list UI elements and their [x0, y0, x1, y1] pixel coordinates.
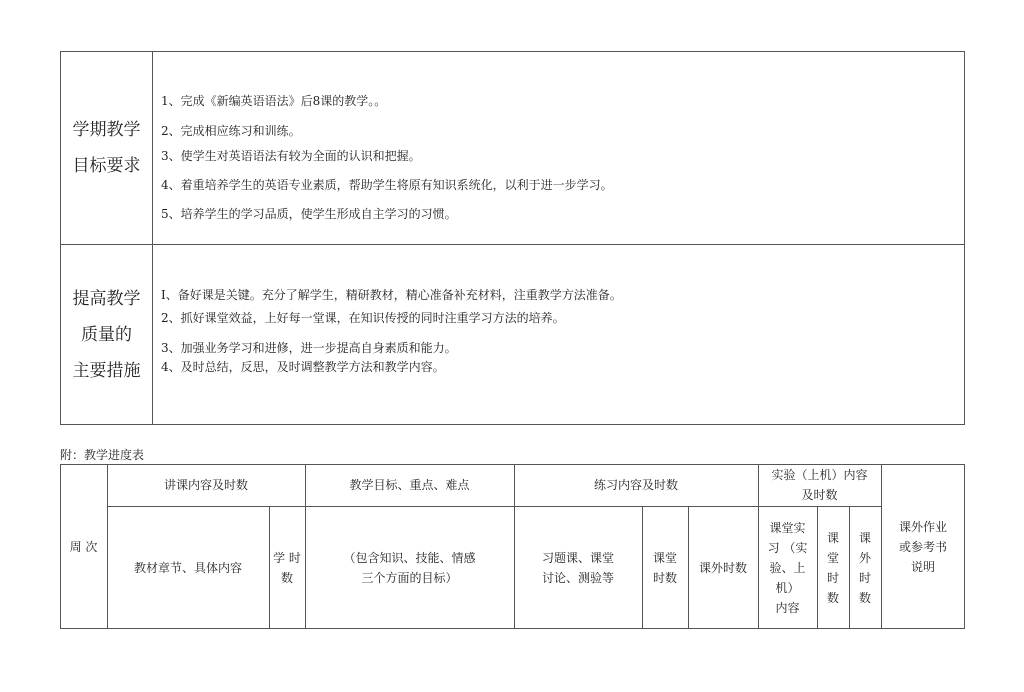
semester-goals-label: 学期教学 目标要求 [61, 52, 153, 244]
class-hours-header: 课堂 时数 [652, 550, 677, 585]
week-header: 周 次 [69, 539, 98, 554]
quality-measures-row [61, 244, 964, 425]
semester-goals-content [153, 52, 964, 244]
goal-item: 4、着重培养学生的英语专业素质，帮助学生将原有知识系统化，以利于进一步学习。 [161, 178, 613, 192]
goal-item: 3、使学生对英语语法有较为全面的认识和把握。 [161, 149, 421, 163]
measure-item: 3、加强业务学习和进修，进一步提高自身素质和能力。 [161, 341, 457, 355]
measure-item: I、备好课是关键。充分了解学生，精研教材，精心准备补充材料，注重教学方法准备。 [161, 288, 622, 302]
goal-item: 5、培养学生的学习品质，使学生形成自主学习的习惯。 [161, 207, 457, 221]
semester-goals-row [61, 52, 964, 244]
measure-item: 2、抓好课堂效益，上好每一堂课，在知识传授的同时注重学习方法的培养。 [161, 311, 565, 325]
exercise-type-header: 习题课、课堂 讨论、测验等 [541, 550, 614, 585]
experiment-group-header: 实验（上机）内容 及时数 [771, 468, 868, 502]
textbook-header: 教材章节、具体内容 [133, 560, 242, 575]
plan-table [60, 51, 965, 425]
experiment-class-hours-header: 课 堂 时 数 [826, 530, 839, 605]
outside-hours-header: 课外时数 [698, 560, 747, 575]
measure-item: 4、及时总结，反思，及时调整教学方法和教学内容。 [161, 360, 445, 374]
objectives-header: （包含知识、技能、情感 三个方面的目标） [343, 550, 476, 585]
objectives-group-header: 教学目标、重点、难点 [349, 478, 470, 492]
experiment-outside-hours-header: 课 外 时 数 [858, 530, 871, 605]
quality-measures-label: 提高教学 质量的 主要措施 [61, 245, 153, 425]
homework-header: 课外作业 或参考书 说明 [898, 519, 947, 574]
exercise-group-header: 练习内容及时数 [593, 478, 678, 492]
quality-measures-content [153, 245, 964, 425]
lecture-group-header: 讲课内容及时数 [163, 478, 248, 492]
schedule-caption: 附：教学进度表 [60, 448, 145, 462]
practice-content-header: 课堂实 习 （实 验、上 机） 内容 [767, 520, 808, 615]
goal-item: 2、完成相应练习和训练。 [161, 124, 301, 138]
schedule-table [60, 464, 965, 629]
hours-header: 学 时 数 [273, 550, 301, 585]
goal-item: 1、完成《新编英语语法》后8课的教学。。 [161, 94, 387, 108]
